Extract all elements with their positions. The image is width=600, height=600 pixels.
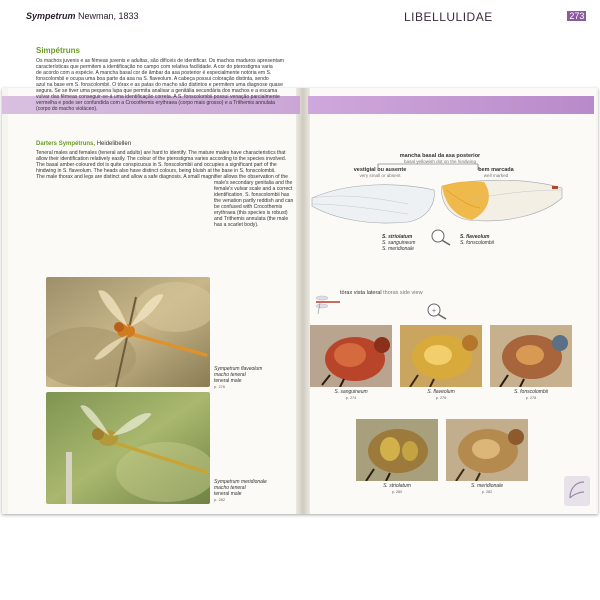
en-text-line: male's secondary genitalia and the (214, 180, 293, 186)
genus-author: Newman, 1833 (78, 11, 139, 21)
thorax-caption (400, 390, 482, 401)
svg-text:+: + (431, 307, 437, 315)
en-text-line: The basal amber-coloured dot is quite conspicuous in S. fonscolombii and occupies a significant part of the (36, 162, 277, 168)
thorax-caption-page: p. 280 (391, 489, 403, 494)
pt-text-line: de acordo com a espécie. A mancha basal cor de âmbar da asa posterior é especialmente notória em S. (36, 70, 272, 76)
en-text-line: and Trithemis annulata (the male (214, 216, 289, 222)
thorax-caption-page: p. 274 (345, 395, 357, 400)
thorax-caption (356, 484, 438, 495)
en-text-line: erythraea (this species is robust) (214, 210, 288, 216)
english-heading-de: Heidelibellen (96, 141, 132, 147)
thorax-caption-page: p. 276 (435, 395, 447, 400)
thorax-caption-page: p. 282 (481, 489, 493, 494)
right-header-bar (308, 96, 594, 114)
thorax-caption (446, 484, 528, 495)
pt-text-line: (corpo do macho violáceo). (36, 106, 98, 112)
english-heading (36, 141, 131, 147)
section-title: Simpétruns (36, 46, 81, 55)
thorax-photo-sanguineum (310, 325, 392, 387)
photo-sympetrum-meridionale (46, 392, 210, 504)
thorax-view-en: thorax side view (383, 290, 423, 296)
thorax-caption-species: S. meridionale (471, 483, 503, 489)
wing-label-fonscolombii: S. fonscolombii (460, 240, 494, 246)
en-text-line: allow their identification relatively easily. The colour of the pterostigma varies according to the species involved. (36, 156, 287, 162)
photo-sympetrum-flaveolum (46, 277, 210, 387)
thorax-photo-meridionale (446, 419, 528, 481)
caption-page: p. 282 (214, 497, 226, 503)
thorax-view-pt: tórax vista lateral (340, 290, 382, 296)
pt-text-line: Os machos juvenis e as fêmeas juvenis e adultas, são difíceis de identificar. Os machos maduros apresentam (36, 58, 285, 64)
genus-header (26, 11, 139, 21)
english-heading-pt: Sympétruns, (58, 141, 96, 147)
thorax-caption-species: S. flaveolum (427, 389, 455, 395)
en-text-line: The male thorax and legs are distinct and allow a safe diagnosis. A small magnifier allows the observation of the (36, 174, 288, 180)
thorax-photo-fonscolombii (490, 325, 572, 387)
book-gutter (296, 88, 310, 514)
wing-comparison-figure (308, 160, 566, 235)
en-text-line: Teneral males and females (teneral and adults) are hard to identify. The mature males have characteristics that (36, 150, 286, 156)
caption-en: teneral male (214, 490, 242, 497)
wing-label-sanguineum: S. sanguineum (382, 240, 416, 246)
thorax-caption-species: S. fonscolombii (514, 389, 548, 395)
thorax-caption (490, 390, 572, 401)
en-text-line: the venation partly reddish and can (214, 198, 294, 204)
en-text-line: be confused with Crocothemis (214, 204, 283, 210)
left-wing-species (382, 234, 415, 252)
left-wing-subtitle: very small or absent (359, 173, 401, 178)
pt-text-line: segura. Se se tiver uma pequena lupa que permita analisar a genitália secundária dos machos e a escama (36, 88, 278, 94)
page-number-left: 272 (545, 11, 561, 21)
caption-pt: macho teneral (214, 371, 246, 378)
photo2-caption (214, 480, 267, 504)
thorax-photo-striolatum (356, 419, 438, 481)
page-number-right: 273 (569, 11, 585, 21)
left-wing-title: vestigial ou ausente (353, 167, 407, 173)
dragonfly-icon (312, 294, 342, 316)
en-text-line: identification. S. fonscolombii has (214, 192, 290, 198)
pt-text-line: azul na base em S. fonscolombii. O tórax e as patas do macho são distintos e permitem uma diagnose quase (36, 82, 283, 88)
magnifier-icon (430, 228, 452, 246)
right-wing-species (460, 234, 494, 246)
caption-pt: macho teneral (214, 484, 246, 491)
caption-species: Sympetrum meridionale (214, 479, 267, 485)
wing-tab-icon (564, 476, 590, 506)
pt-text-line: fonscolombii e ocupa uma boa parte da asa na S. flaveolum. A cabeça possui coloração distinta, sendo (36, 76, 269, 82)
thorax-caption-species: S. sanguineum (334, 389, 368, 395)
page-numbers: 272 | 273 (545, 11, 585, 21)
wing-label-meridionale: S. meridionale (382, 246, 414, 252)
wing-label-flaveolum: S. flaveolum (460, 234, 490, 240)
pt-text-line: vulvar das fêmeas conseguir-se-á uma identificação correta. A S. fonscolombii possui venação parcialmente (36, 94, 280, 100)
family-title: LIBELLULIDAE (404, 10, 493, 24)
photo1-caption (214, 367, 262, 391)
genus-name: Sympetrum (26, 11, 76, 21)
thorax-caption-page: p. 278 (525, 395, 537, 400)
basal-dot-subtitle: basal yellowish dot on the hindwing (403, 159, 476, 164)
right-wing-title: bem marcada (478, 167, 514, 173)
caption-page: p. 276 (214, 384, 226, 390)
thorax-caption (310, 390, 392, 401)
en-text-line: has a scarlet body). (214, 222, 259, 228)
hindwing-small-dot (312, 185, 434, 223)
thorax-view-label (340, 290, 423, 296)
en-text-line: female's vulvar scale and a correct (214, 186, 293, 192)
caption-species: Sympetrum flaveolum (214, 366, 263, 372)
magnifier-icon (426, 302, 448, 320)
pt-text-line: vermelha e pode ser confundida com a Crocothemis erythraea (corpo mais grosso) e a Trithemis annulata (36, 100, 275, 106)
pt-text-line: características que permitem a identificação no campo com relativa facilidade. A cor do pterostigma varia (36, 64, 273, 70)
en-text-line: hindwing in S. flaveolum. The heads also have distinct colours, being bluish at the base in S. fonscolombii. (36, 168, 276, 174)
english-heading-label: Darters (36, 141, 58, 147)
caption-en: teneral male (214, 377, 242, 384)
thorax-photo-flaveolum (400, 325, 482, 387)
thorax-caption-species: S. striolatum (383, 483, 411, 489)
basal-dot-title: mancha basal da asa posterior (399, 153, 481, 159)
right-wing-subtitle: well marked (483, 173, 509, 178)
wing-label-striolatum: S. striolatum (382, 234, 413, 240)
